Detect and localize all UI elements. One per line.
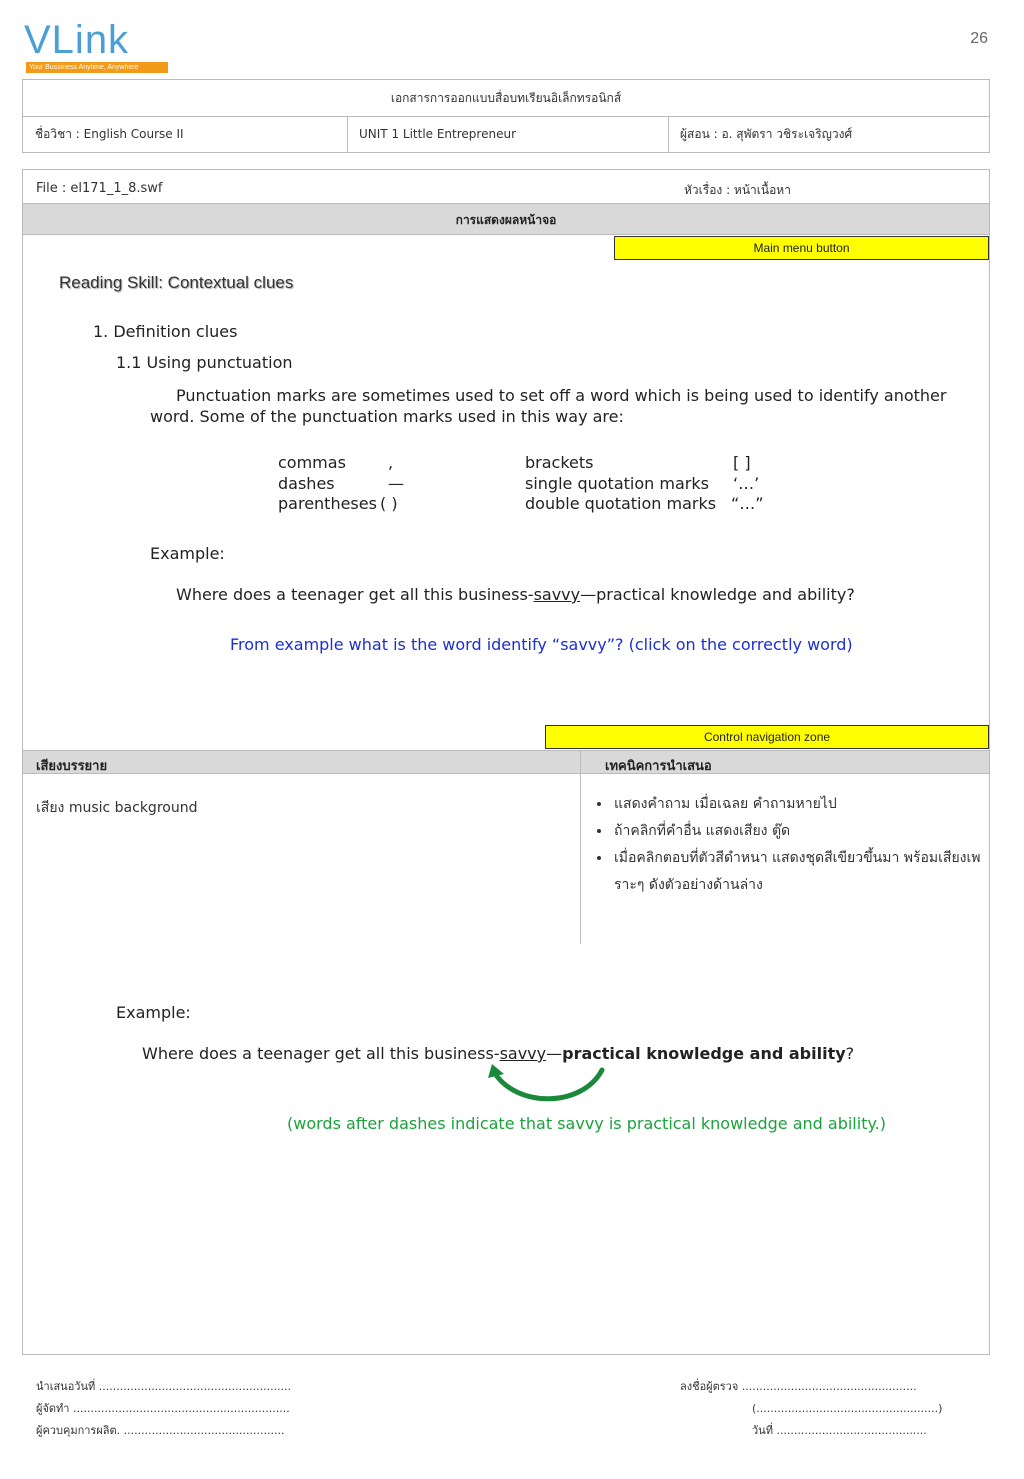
example-sentence [176,585,855,604]
narration-text: เสียง music background [36,800,198,816]
marks-col-symbols-2 [731,453,764,515]
doc-header-table [22,79,990,153]
answer-text: Where does a teenager get all this business- [142,1044,500,1063]
cell-divider [668,116,669,152]
mark-symbol: — [388,473,404,493]
vlink-logo [24,18,170,74]
technique-item: • เมื่อคลิกตอบที่ตัวสีดำหนา แสดงชุดสีเขียวขึ้นมา พร้อมเสียงเพราะๆ ดังตัวอย่างด้านล่าง [612,845,982,899]
mark-symbol: ‘…’ [733,473,760,493]
unit-cell: UNIT 1 Little Entrepreneur [359,127,516,141]
mark-name: brackets [525,453,594,472]
mark-name: single quotation marks [525,473,709,493]
paragraph-line-1: Punctuation marks are sometimes used to set off a word which is being used to identify another [176,386,947,405]
topic-label: หัวเรื่อง : หน้าเนื้อหา [684,183,791,197]
marks-col-names [278,453,377,515]
question-text: From example what is the word identify “savvy”? (click on the correctly word) [230,635,853,654]
check-date-line: วันที่ ........................................... [752,1424,927,1437]
logo-brand: VLink [24,18,130,62]
technique-item: • ถ้าคลิกที่คำอื่น แสดงเสียง ตู๊ด [612,818,982,845]
column-divider [580,750,581,944]
curved-arrow-icon [486,1064,610,1108]
footer-right [680,1376,942,1442]
mark-symbol: “…” [731,494,764,513]
display-band: การแสดงผลหน้าจอ [23,203,989,235]
example-label: Example: [150,544,225,563]
file-name: File : el171_1_8.swf [36,181,163,196]
checker-name-line: (....................................................) [752,1402,943,1415]
mark-name: commas [278,453,346,472]
mark-name: parentheses [278,494,377,513]
footer-left [36,1376,291,1442]
answer-example-label: Example: [116,1003,191,1022]
table-header-band [23,750,989,774]
logo-tagline: Your Bussiness Anytime, Anywhere [26,62,168,73]
using-punctuation-heading: 1.1 Using punctuation [116,353,293,372]
definition-clues-heading: 1. Definition clues [93,322,238,341]
paragraph-line-2: word. Some of the punctuation marks used in this way are: [150,407,624,426]
mark-name: dashes [278,473,335,493]
page-number: 26 [970,30,988,47]
mark-symbol: [ ] [733,453,751,472]
answer-bold-words: practical knowledge and ability [562,1044,846,1063]
marks-col-names-2 [525,453,716,515]
reading-skill-heading: Reading Skill: Contextual clues [59,273,294,292]
example-text[interactable]: Where does a teenager get all this business- [176,585,534,604]
marks-col-symbols [380,453,404,515]
presented-date-line: นำเสนอวันที่ ....................................................... [36,1380,292,1393]
answer-example-sentence [142,1044,854,1063]
technique-header: เทคนิคการนำเสนอ [605,759,712,774]
technique-list [592,791,982,899]
answer-savvy-word: savvy [499,1044,547,1063]
cell-divider [347,116,348,152]
mark-name: double quotation marks [525,494,717,513]
maker-line: ผู้จัดทำ .............................................................. [36,1402,290,1415]
teacher-cell: ผู้สอน : อ. สุพัตรา วชิระเจริญวงศ์ [680,127,853,141]
answer-end: ? [845,1044,855,1063]
answer-note: (words after dashes indicate that savvy is practical knowledge and ability.) [287,1114,886,1133]
control-navigation-zone: Control navigation zone [545,725,989,749]
example-answer-words[interactable]: —practical knowledge and ability? [580,585,855,604]
answer-dash: — [546,1044,563,1063]
checker-signature-line: ลงชื่อผู้ตรวจ .................................................. [680,1380,917,1393]
subject-cell: ชื่อวิชา : English Course II [35,127,184,141]
narration-header: เสียงบรรยาย [36,759,108,774]
mark-symbol: , [388,453,394,472]
main-menu-zone: Main menu button [614,236,989,260]
technique-item: • แสดงคำถาม เมื่อเฉลย คำถามหายไป [612,791,982,818]
mark-symbol: ( ) [380,494,398,513]
supervisor-line: ผู้ควบคุมการผลิต. .............................................. [36,1424,285,1437]
savvy-word[interactable]: savvy [533,585,581,604]
doc-title: เอกสารการออกแบบสื่อบทเรียนอิเล็กทรอนิกส์ [23,80,989,117]
